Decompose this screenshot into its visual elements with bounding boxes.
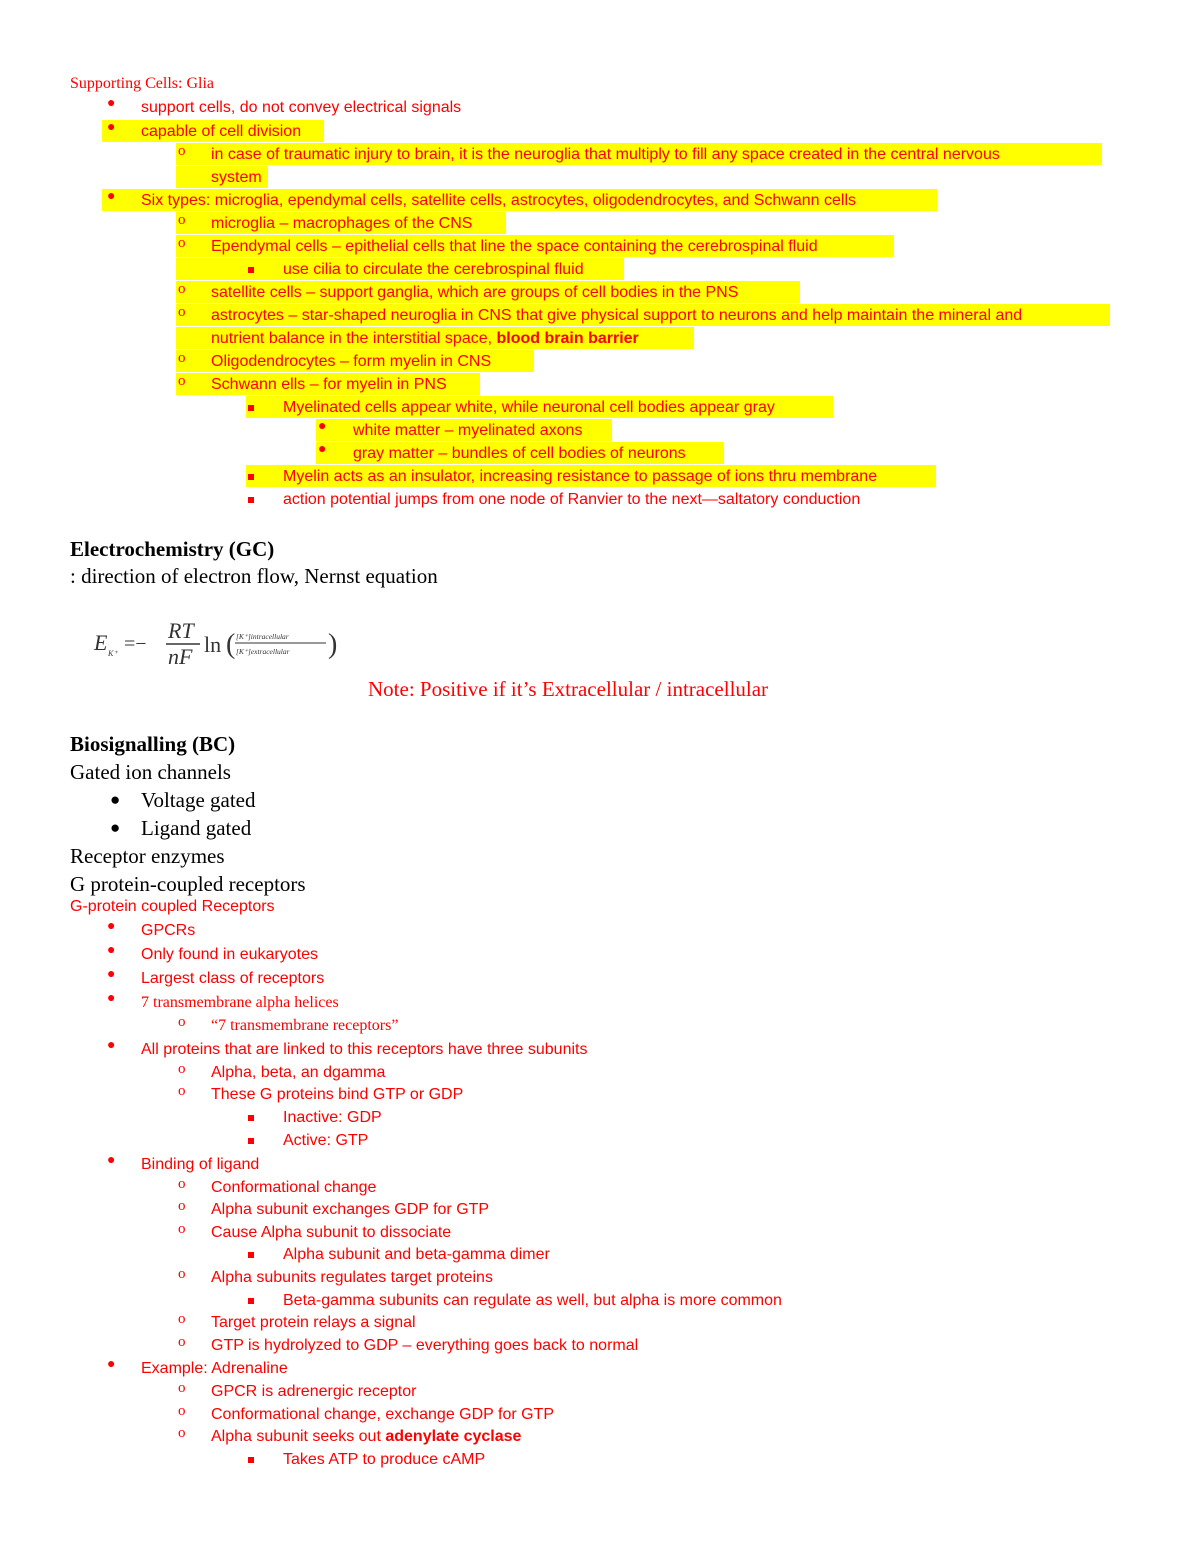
glia-item [211, 327, 639, 350]
glia-item-text: nutrient balance in the interstitial space, [211, 330, 493, 347]
bullet-icon: ● [107, 1153, 116, 1168]
gpcr-item: Inactive: GDP [283, 1109, 382, 1126]
gpcr-item-bold: adenylate cyclase [385, 1428, 522, 1445]
gpcr-item: GPCR is adrenergic receptor [211, 1383, 417, 1400]
gpcr-item: Alpha, beta, an dgamma [211, 1064, 386, 1081]
gpcr-item: “7 transmembrane receptors” [211, 1017, 399, 1034]
eq-ln: ln [204, 632, 222, 657]
gpcr-item: Active: GTP [283, 1132, 369, 1149]
glia-item: Ependymal cells – epithelial cells that line the space containing the cerebrospinal fluid [211, 238, 818, 255]
bullet-icon: ● [107, 991, 116, 1006]
gpcr-item: Binding of ligand [141, 1156, 260, 1173]
eq-denominator: nF [168, 644, 193, 669]
gpcr-item: Alpha subunits regulates target proteins [211, 1269, 493, 1286]
circle-bullet-icon: o [178, 1266, 186, 1282]
circle-bullet-icon: o [178, 1221, 186, 1237]
eq-paren-close: ) [328, 629, 338, 660]
gpcr-item-text: Alpha subunit seeks out [211, 1428, 381, 1445]
gpcr-item: Target protein relays a signal [211, 1314, 416, 1331]
bullet-icon: ● [107, 943, 116, 958]
bio-item: Voltage gated [141, 788, 256, 812]
gpcr-item: Conformational change [211, 1179, 377, 1196]
gpcr-item: Alpha subunit exchanges GDP for GTP [211, 1201, 490, 1218]
bullet-icon: ● [107, 1357, 116, 1372]
bullet-icon: ● [318, 442, 327, 457]
square-bullet-icon [248, 1457, 254, 1463]
circle-bullet-icon: o [178, 1403, 186, 1419]
circle-bullet-icon: o [178, 281, 186, 297]
square-bullet-icon [248, 267, 254, 273]
gpcr-item: Beta-gamma subunits can regulate as well, but alpha is more common [283, 1292, 782, 1309]
square-bullet-icon [248, 1298, 254, 1304]
gpcr-item: 7 transmembrane alpha helices [141, 994, 339, 1011]
bullet-icon: ● [318, 419, 327, 434]
bullet-icon: ● [107, 919, 116, 934]
gpcr-item: GPCRs [141, 922, 196, 939]
nernst-equation [92, 612, 352, 672]
square-bullet-icon [248, 1115, 254, 1121]
gpcr-item: All proteins that are linked to this receptors have three subunits [141, 1041, 588, 1058]
circle-bullet-icon: o [178, 373, 186, 389]
equation-note: Note: Positive if it’s Extracellular / intracellular [368, 677, 769, 701]
eq-frac-num: [K⁺]intracellular [236, 632, 289, 641]
glia-item: action potential jumps from one node of Ranvier to the next—saltatory conduction [283, 491, 861, 508]
bullet-icon: ● [107, 1038, 116, 1053]
gpcr-item [211, 1425, 521, 1448]
circle-bullet-icon: o [178, 350, 186, 366]
circle-bullet-icon: o [178, 1061, 186, 1077]
bio-item: G protein-coupled receptors [70, 872, 306, 896]
bullet-icon: ● [110, 790, 121, 809]
eq-equals: =− [124, 633, 147, 655]
square-bullet-icon [248, 1138, 254, 1144]
circle-bullet-icon: o [178, 1014, 186, 1030]
glia-item: Schwann ells – for myelin in PNS [211, 376, 447, 393]
gpcr-item: Largest class of receptors [141, 970, 325, 987]
gpcr-item: Alpha subunit and beta-gamma dimer [283, 1246, 550, 1263]
bullet-icon: ● [107, 967, 116, 982]
gpcr-item: These G proteins bind GTP or GDP [211, 1086, 464, 1103]
square-bullet-icon [248, 1252, 254, 1258]
glia-item: system [211, 169, 262, 186]
glia-item: Myelin acts as an insulator, increasing resistance to passage of ions thru membrane [283, 468, 878, 485]
glia-item: in case of traumatic injury to brain, it is the neuroglia that multiply to fill any space created in the central nervous [211, 146, 1000, 163]
electro-subtitle: : direction of electron flow, Nernst equation [70, 564, 438, 588]
glia-item: Six types: microglia, ependymal cells, satellite cells, astrocytes, oligodendrocytes, and Schwann cells [141, 192, 856, 209]
glia-item: capable of cell division [141, 123, 302, 140]
glia-item: support cells, do not convey electrical signals [141, 99, 462, 116]
glia-item-bold: blood brain barrier [496, 330, 639, 347]
circle-bullet-icon: o [178, 1311, 186, 1327]
bullet-icon: ● [107, 120, 116, 135]
bio-item: Ligand gated [141, 816, 252, 840]
square-bullet-icon [248, 497, 254, 503]
glia-item: satellite cells – support ganglia, which are groups of cell bodies in the PNS [211, 284, 739, 301]
bullet-icon: ● [110, 818, 121, 837]
glia-item: use cilia to circulate the cerebrospinal fluid [283, 261, 584, 278]
gpcr-item: Takes ATP to produce cAMP [283, 1451, 486, 1468]
gpcr-item: GTP is hydrolyzed to GDP – everything goes back to normal [211, 1337, 639, 1354]
electro-heading: Electrochemistry (GC) [70, 537, 275, 561]
bio-item: Receptor enzymes [70, 844, 225, 868]
circle-bullet-icon: o [178, 1176, 186, 1192]
circle-bullet-icon: o [178, 1083, 186, 1099]
eq-paren-open: ( [226, 629, 236, 660]
glia-item: white matter – myelinated axons [353, 422, 583, 439]
gpcr-item: Only found in eukaryotes [141, 946, 318, 963]
circle-bullet-icon: o [178, 1334, 186, 1350]
circle-bullet-icon: o [178, 304, 186, 320]
circle-bullet-icon: o [178, 1198, 186, 1214]
square-bullet-icon [248, 474, 254, 480]
eq-numerator: RT [168, 618, 194, 643]
gpcr-item: Cause Alpha subunit to dissociate [211, 1224, 452, 1241]
bullet-icon: ● [107, 96, 116, 111]
square-bullet-icon [248, 405, 254, 411]
glia-item: astrocytes – star-shaped neuroglia in CNS that give physical support to neurons and help maintain the mineral and [211, 307, 1023, 324]
circle-bullet-icon: o [178, 212, 186, 228]
circle-bullet-icon: o [178, 1380, 186, 1396]
glia-item: Oligodendrocytes – form myelin in CNS [211, 353, 492, 370]
bio-heading: Biosignalling (BC) [70, 732, 236, 756]
glia-item: microglia – macrophages of the CNS [211, 215, 473, 232]
circle-bullet-icon: o [178, 235, 186, 251]
bio-item: Gated ion channels [70, 760, 231, 784]
eq-lhs: E [94, 630, 108, 655]
gpcr-item: Example: Adrenaline [141, 1360, 288, 1377]
glia-item: gray matter – bundles of cell bodies of neurons [353, 445, 686, 462]
circle-bullet-icon: o [178, 143, 186, 159]
circle-bullet-icon: o [178, 1425, 186, 1441]
glia-item: Myelinated cells appear white, while neuronal cell bodies appear gray [283, 399, 775, 416]
bullet-icon: ● [107, 189, 116, 204]
gpcr-item: Conformational change, exchange GDP for GTP [211, 1406, 554, 1423]
eq-lhs-sub: K⁺ [108, 649, 118, 658]
gpcr-title: G-protein coupled Receptors [70, 898, 275, 915]
glia-title: Supporting Cells: Glia [70, 75, 214, 92]
eq-frac-den: [K⁺]extracellular [236, 647, 290, 656]
